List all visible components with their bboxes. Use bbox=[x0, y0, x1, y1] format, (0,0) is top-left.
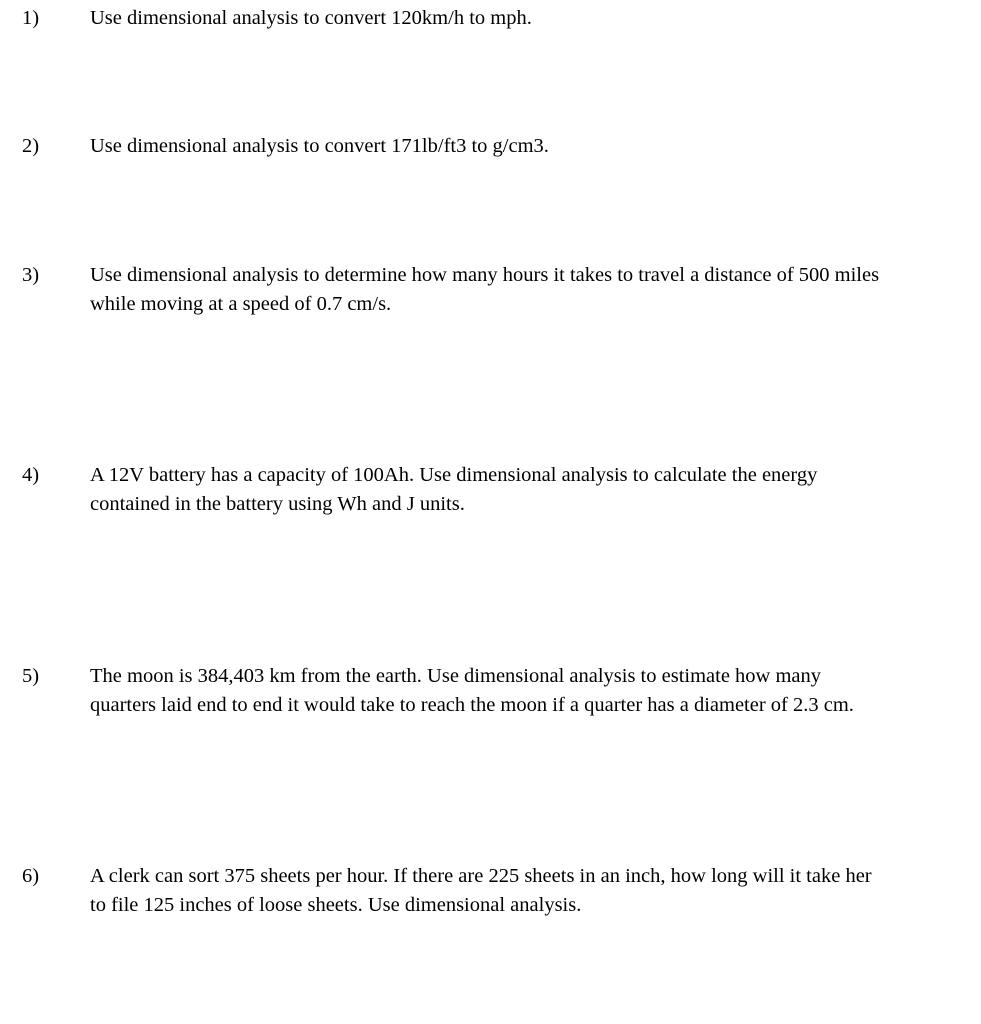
problem-line: quarters laid end to end it would take to reach the moon if a quarter has a diameter of 2.3 cm. bbox=[90, 693, 854, 716]
problem-line: A clerk can sort 375 sheets per hour. If there are 225 sheets in an inch, how long will it take her bbox=[90, 865, 872, 887]
problem-line: contained in the battery using Wh and J units. bbox=[90, 492, 465, 515]
problem-line: Use dimensional analysis to convert 171lb/ft3 to g/cm3. bbox=[90, 135, 549, 157]
problem-number: 6) bbox=[22, 865, 40, 887]
problem-line: while moving at a speed of 0.7 cm/s. bbox=[90, 292, 392, 315]
problem-text bbox=[90, 261, 975, 318]
problem-number: 1) bbox=[22, 7, 40, 29]
problem-line: to file 125 inches of loose sheets. Use dimensional analysis. bbox=[90, 893, 582, 916]
problem-text bbox=[90, 132, 975, 161]
problem-line: Use dimensional analysis to determine how many hours it takes to travel a distance of 500 miles bbox=[90, 264, 880, 286]
problem-number: 2) bbox=[22, 135, 40, 157]
problem-text bbox=[90, 862, 975, 919]
problem-text bbox=[90, 662, 975, 719]
problem-line: Use dimensional analysis to convert 120km/h to mph. bbox=[90, 7, 532, 29]
problem-text bbox=[90, 461, 975, 518]
problem-line: A 12V battery has a capacity of 100Ah. Use dimensional analysis to calculate the energy bbox=[90, 464, 818, 486]
problem-number: 5) bbox=[22, 665, 40, 687]
problem-number: 3) bbox=[22, 264, 40, 286]
problem-text bbox=[90, 4, 975, 33]
problem-line: The moon is 384,403 km from the earth. Use dimensional analysis to estimate how many bbox=[90, 665, 822, 687]
problem-number: 4) bbox=[22, 464, 40, 486]
